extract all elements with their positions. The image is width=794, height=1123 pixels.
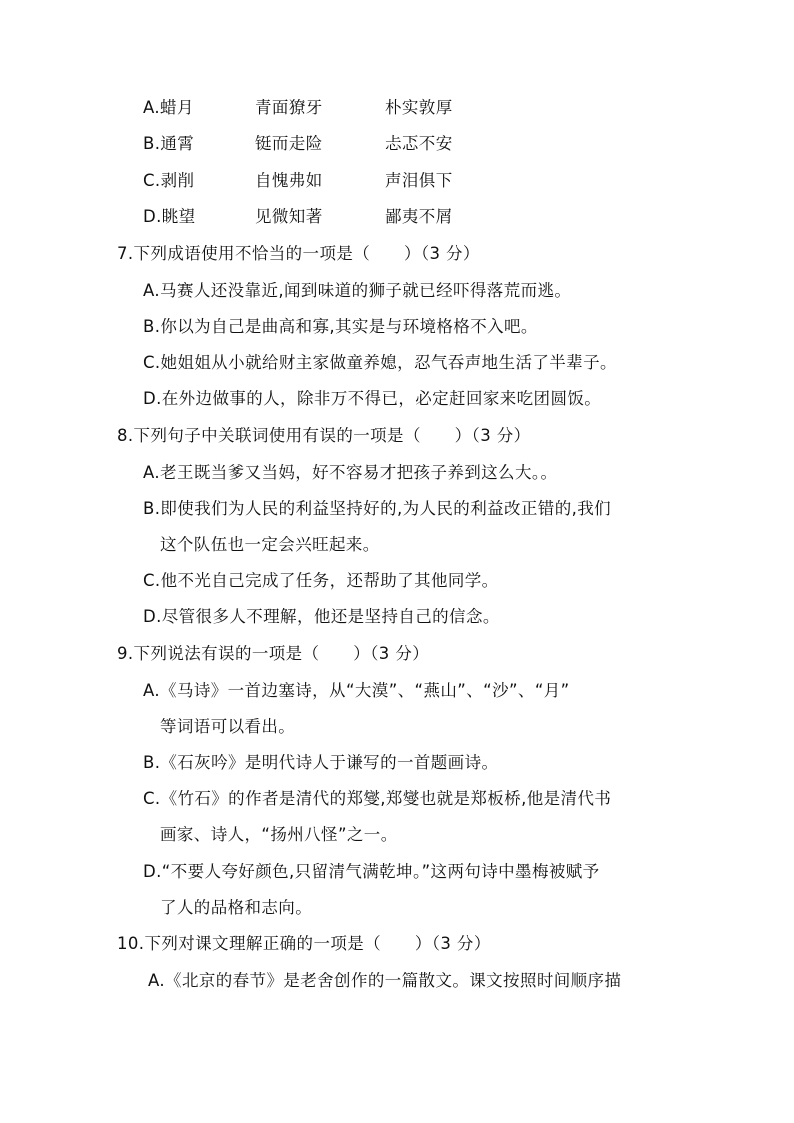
q6-option-b-word2: 铤而走险: [255, 134, 323, 153]
q7-option-c: C.她姐姐从小就给财主家做童养媳，忍气吞声地生活了半辈子。: [143, 353, 617, 372]
q8-stem: 8.下列句子中关联词使用有误的一项是（ ）（3 分）: [117, 426, 531, 445]
q8-option-b-line1: B.即使我们为人民的利益坚持好的,为人民的利益改正错的,我们: [143, 499, 612, 518]
q9-option-c-line1: C.《竹石》的作者是清代的郑燮,郑燮也就是郑板桥,他是清代书: [143, 789, 612, 808]
q6-option-a-word2: 青面獠牙: [255, 98, 323, 117]
q9-option-a-line1: A.《马诗》一首边塞诗，从“大漠”、“燕山”、“沙”、“月”: [143, 681, 570, 700]
q9-option-a-line2: 等词语可以看出。: [160, 717, 296, 736]
q8-option-d: D.尽管很多人不理解，他还是坚持自己的信念。: [143, 607, 500, 626]
q10-stem: 10.下列对课文理解正确的一项是（ ）（3 分）: [117, 934, 491, 953]
q6-option-d-word2: 见微知著: [255, 207, 323, 226]
q6-option-a-label: A.蜡月: [143, 98, 194, 117]
q6-option-d-word3: 鄙夷不屑: [385, 207, 453, 226]
q9-option-c-line2: 画家、诗人，“扬州八怪”之一。: [160, 825, 398, 844]
q6-option-b-label: B.通霄: [143, 134, 195, 153]
q7-option-a: A.马赛人还没靠近,闻到味道的狮子就已经吓得落荒而逃。: [143, 281, 572, 300]
q6-option-c-label: C.剥削: [143, 171, 195, 190]
q6-option-b-word3: 忐忑不安: [385, 134, 453, 153]
q6-option-c-word3: 声泪俱下: [385, 171, 453, 190]
q8-option-b-line2: 这个队伍也一定会兴旺起来。: [160, 535, 380, 554]
q8-option-c: C.他不光自己完成了任务，还帮助了其他同学。: [143, 571, 499, 590]
q6-option-a-word3: 朴实敦厚: [385, 98, 453, 117]
q9-stem: 9.下列说法有误的一项是（ ）（3 分）: [117, 644, 430, 663]
q7-option-b: B.你以为自己是曲高和寡,其实是与环境格格不入吧。: [143, 317, 538, 336]
q7-option-d: D.在外边做事的人，除非万不得已，必定赶回家来吃团圆饭。: [143, 389, 602, 408]
q8-option-a: A.老王既当爹又当妈，好不容易才把孩子养到这么大。。: [143, 463, 558, 482]
q9-option-d-line2: 了人的品格和志向。: [160, 898, 313, 917]
q9-option-b: B.《石灰吟》是明代诗人于谦写的一首题画诗。: [143, 753, 499, 772]
q6-option-c-word2: 自愧弗如: [255, 171, 323, 190]
q9-option-d-line1: D.“不要人夸好颜色,只留清气满乾坤。”这两句诗中墨梅被赋予: [143, 862, 600, 881]
q10-option-a-line1: A.《北京的春节》是老舍创作的一篇散文。课文按照时间顺序描: [148, 971, 622, 990]
q7-stem: 7.下列成语使用不恰当的一项是（ ）（3 分）: [117, 244, 480, 263]
q6-option-d-label: D.眺望: [143, 207, 196, 226]
